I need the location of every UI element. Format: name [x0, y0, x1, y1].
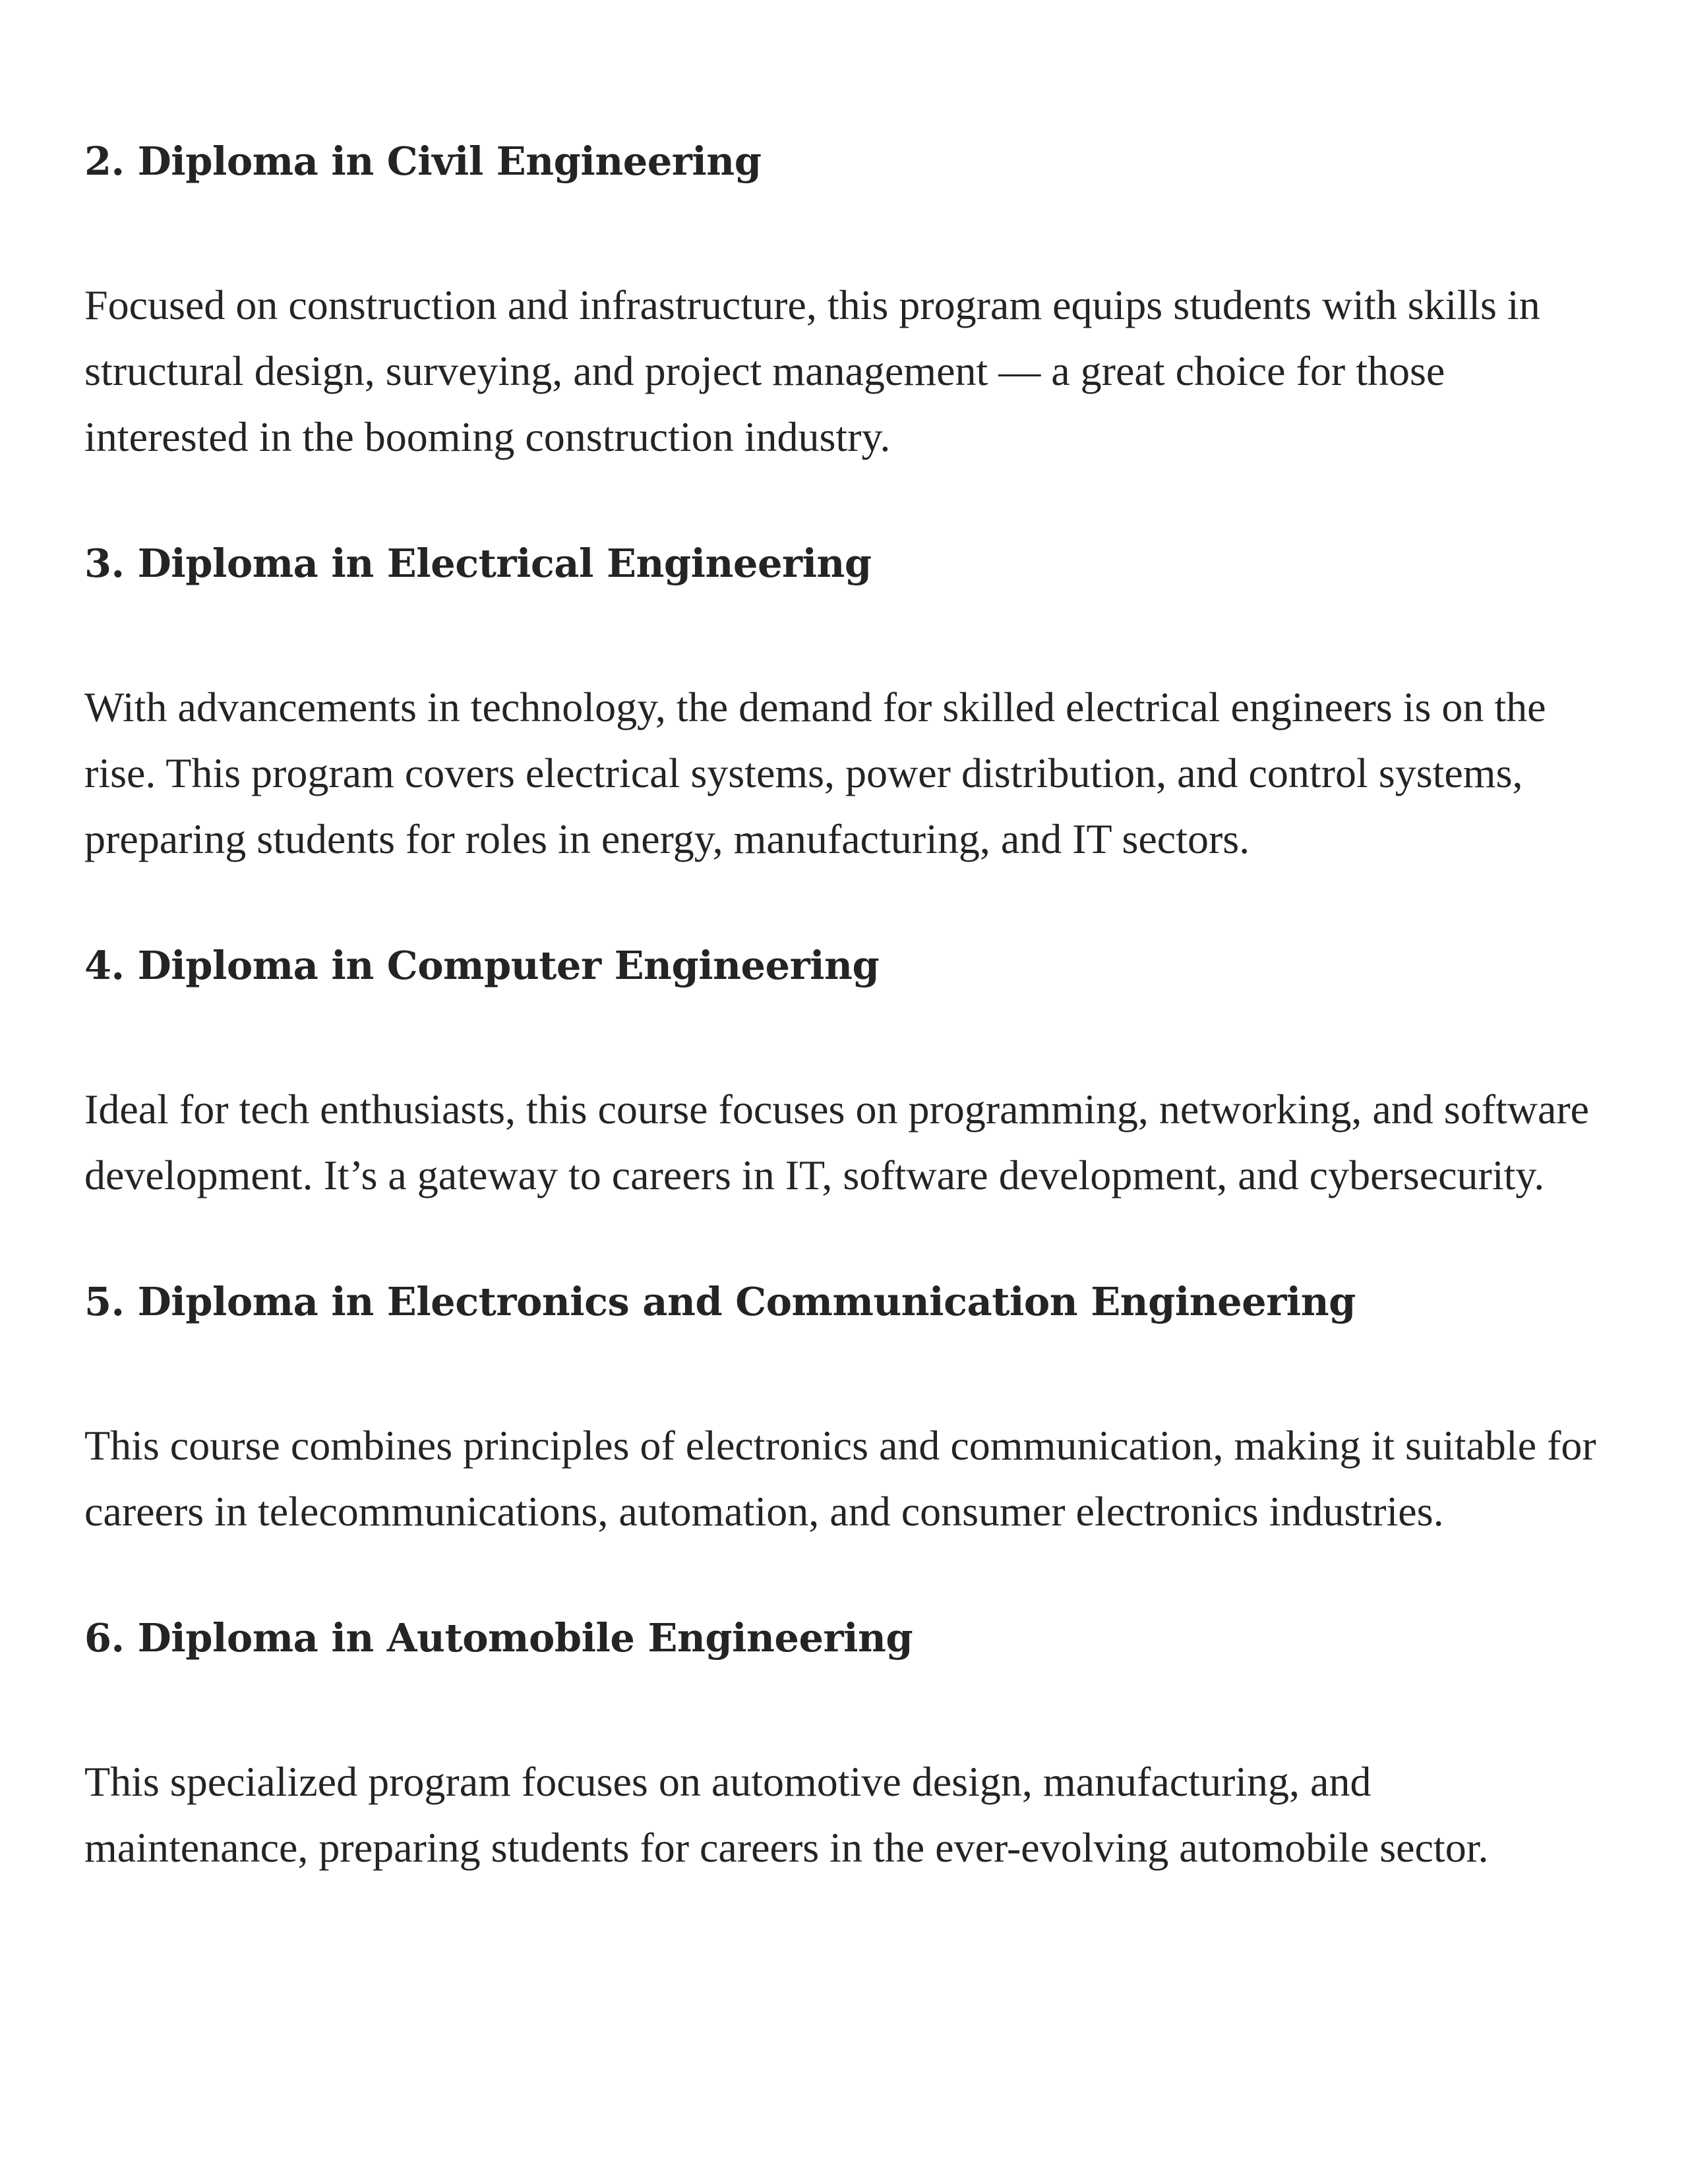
section-paragraph: Ideal for tech enthusiasts, this course focuses on programming, networking, and software development. It’s a gateway to careers in IT, software development, and cybersecurity.: [84, 1086, 1590, 1198]
section-computer-engineering: [84, 939, 1601, 1208]
section-paragraph: This course combines principles of electronics and communication, making it suitable for careers in telecommunications, automation, and consumer electronics industries.: [84, 1422, 1596, 1535]
section-heading: 3. Diploma in Electrical Engineering: [84, 541, 872, 586]
section-heading: 6. Diploma in Automobile Engineering: [84, 1615, 913, 1661]
section-civil-engineering: [84, 135, 1601, 470]
section-paragraph: This specialized program focuses on automotive design, manufacturing, and maintenance, preparing students for careers in the ever-evolving automobile sector.: [84, 1758, 1489, 1871]
section-heading: 5. Diploma in Electronics and Communication Engineering: [84, 1279, 1356, 1324]
article-content: [84, 135, 1601, 1881]
section-heading: 4. Diploma in Computer Engineering: [84, 943, 880, 988]
section-electrical-engineering: [84, 537, 1601, 872]
section-electronics-communication-engineering: [84, 1276, 1601, 1545]
section-heading: 2. Diploma in Civil Engineering: [84, 138, 762, 184]
section-automobile-engineering: [84, 1612, 1601, 1881]
section-paragraph: Focused on construction and infrastructure, this program equips students with skills in structural design, surveying, and project management — a great choice for those interested in the booming construction industry.: [84, 281, 1540, 460]
section-paragraph: With advancements in technology, the demand for skilled electrical engineers is on the rise. This program covers electrical systems, power distribution, and control systems, preparing students for roles in energy, manufacturing, and IT sectors.: [84, 684, 1546, 862]
